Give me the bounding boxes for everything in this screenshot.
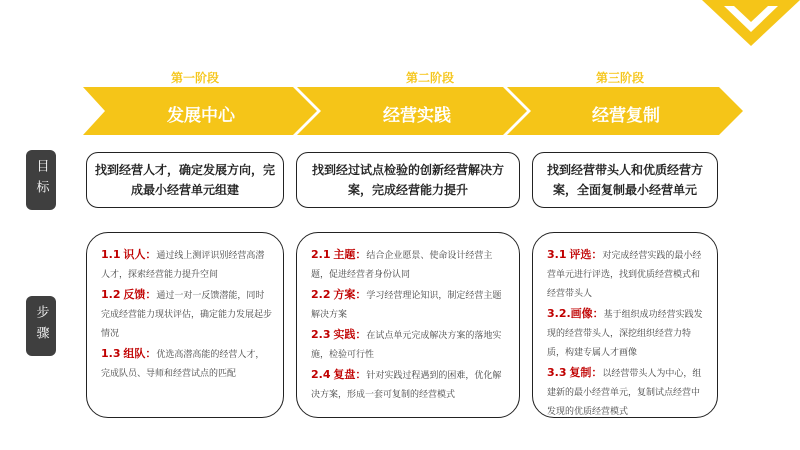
phase-title-1: 发展中心	[167, 106, 235, 126]
step-item: 2.2 方案：学习经营理论知识，制定经营主题解决方案	[311, 288, 502, 320]
goal-tag-label: 目标	[33, 159, 49, 201]
goal-box-2: 找到经过试点检验的创新经营解决方案，完成经营能力提升	[296, 152, 520, 208]
step-item: 1.3 组队：优选高潜高能的经营人才，完成队员、导师和经营试点的匹配	[101, 347, 265, 379]
steps-box-2	[296, 232, 520, 418]
step-item: 1.1 识人：通过线上测评识别经营高潜人才，探索经营能力提升空间	[101, 248, 265, 280]
phase-title-2: 经营实践	[383, 106, 451, 126]
steps-tag	[26, 296, 56, 356]
step-item: 1.2 反馈：通过一对一反馈潜能，同时完成经营能力现状评估，确定能力发展起步情况	[101, 288, 273, 339]
step-item: 2.1 主题：结合企业愿景、使命设计经营主题，促进经营者身份认同	[311, 248, 493, 280]
step-item: 2.3 实践：在试点单元完成解决方案的落地实施，检验可行性	[311, 328, 502, 360]
goal-box-3: 找到经营带头人和优质经营方案，全面复制最小经营单元	[532, 152, 718, 208]
step-item: 3.3 复制：以经营带头人为中心，组建新的最小经营单元，复制试点经营中发现的优质经营模式	[547, 366, 702, 417]
goal-box-1: 找到经营人才，确定发展方向，完成最小经营单元组建	[86, 152, 284, 208]
phase-label-2: 第二阶段	[405, 71, 454, 85]
steps-box-1	[86, 232, 284, 418]
phase-title-3: 经营复制	[592, 106, 660, 126]
steps-box-3	[532, 232, 718, 418]
phase-label-1: 第一阶段	[170, 71, 219, 85]
step-item: 3.2.画像：基于组织成功经营实践发现的经营带头人，深挖组织经营力特质，构建专属人才画像	[547, 307, 703, 358]
phase-label-3: 第三阶段	[595, 71, 644, 85]
step-item: 3.1 评选：对完成经营实践的最小经营单元进行评选，找到优质经营模式和经营带头人	[547, 248, 702, 299]
corner-decoration-icon	[702, 0, 800, 48]
step-item: 2.4 复盘：针对实践过程遇到的困难，优化解决方案，形成一套可复制的经营模式	[311, 368, 502, 400]
goal-tag	[26, 150, 56, 210]
steps-tag-label: 步骤	[33, 305, 49, 347]
